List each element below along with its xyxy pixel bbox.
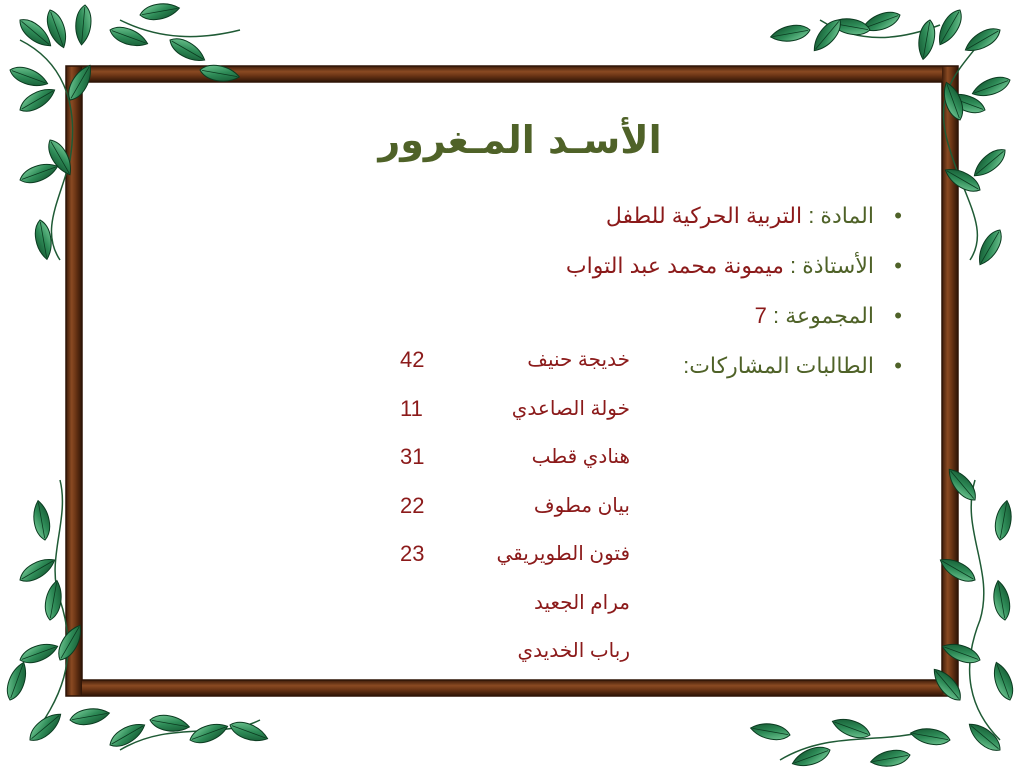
group-label: المجموعة : (766, 303, 874, 328)
subject-value: التربية الحركية للطفل (605, 203, 803, 228)
teacher-value: ميمونة محمد عبد التواب (565, 253, 784, 278)
list-item-subject (454, 196, 902, 246)
bullet-icon: • (894, 303, 902, 328)
student-number: 11 (400, 395, 423, 421)
frame-right (942, 66, 958, 696)
bullet-icon: • (894, 203, 902, 228)
student-number: 31 (400, 444, 425, 469)
subject-label: المادة : (802, 203, 874, 228)
student-number: 22 (400, 492, 425, 518)
bullet-icon: • (894, 353, 902, 378)
student-number: 23 (400, 541, 425, 566)
student-row (380, 583, 630, 632)
student-row (380, 340, 630, 389)
student-name: خولة الصاعدي (511, 397, 630, 420)
list-item-teacher (454, 246, 902, 296)
student-name: مرام الجعيد (534, 591, 630, 614)
student-name: خديجة حنيف (527, 349, 630, 371)
student-row (380, 486, 630, 535)
slide-title: الأسـد المـغرور (378, 118, 662, 162)
student-number: 42 (400, 347, 425, 372)
teacher-label: الأستاذة : (783, 253, 874, 278)
student-name: رباب الخديدي (517, 640, 630, 662)
student-row (380, 437, 630, 486)
student-row (380, 534, 630, 583)
students-label: الطالبات المشاركات: (683, 353, 874, 378)
list-item-group (454, 296, 902, 346)
student-name: بيان مطوف (533, 494, 630, 517)
student-row (380, 631, 630, 680)
students-list (380, 340, 630, 680)
frame-top (66, 66, 958, 82)
bullet-icon: • (894, 253, 902, 278)
student-name: فتون الطويريقي (496, 543, 630, 565)
student-name: هنادي قطب (531, 446, 630, 468)
student-row (380, 389, 630, 438)
group-value: 7 (754, 303, 767, 328)
frame-bottom (66, 680, 958, 696)
